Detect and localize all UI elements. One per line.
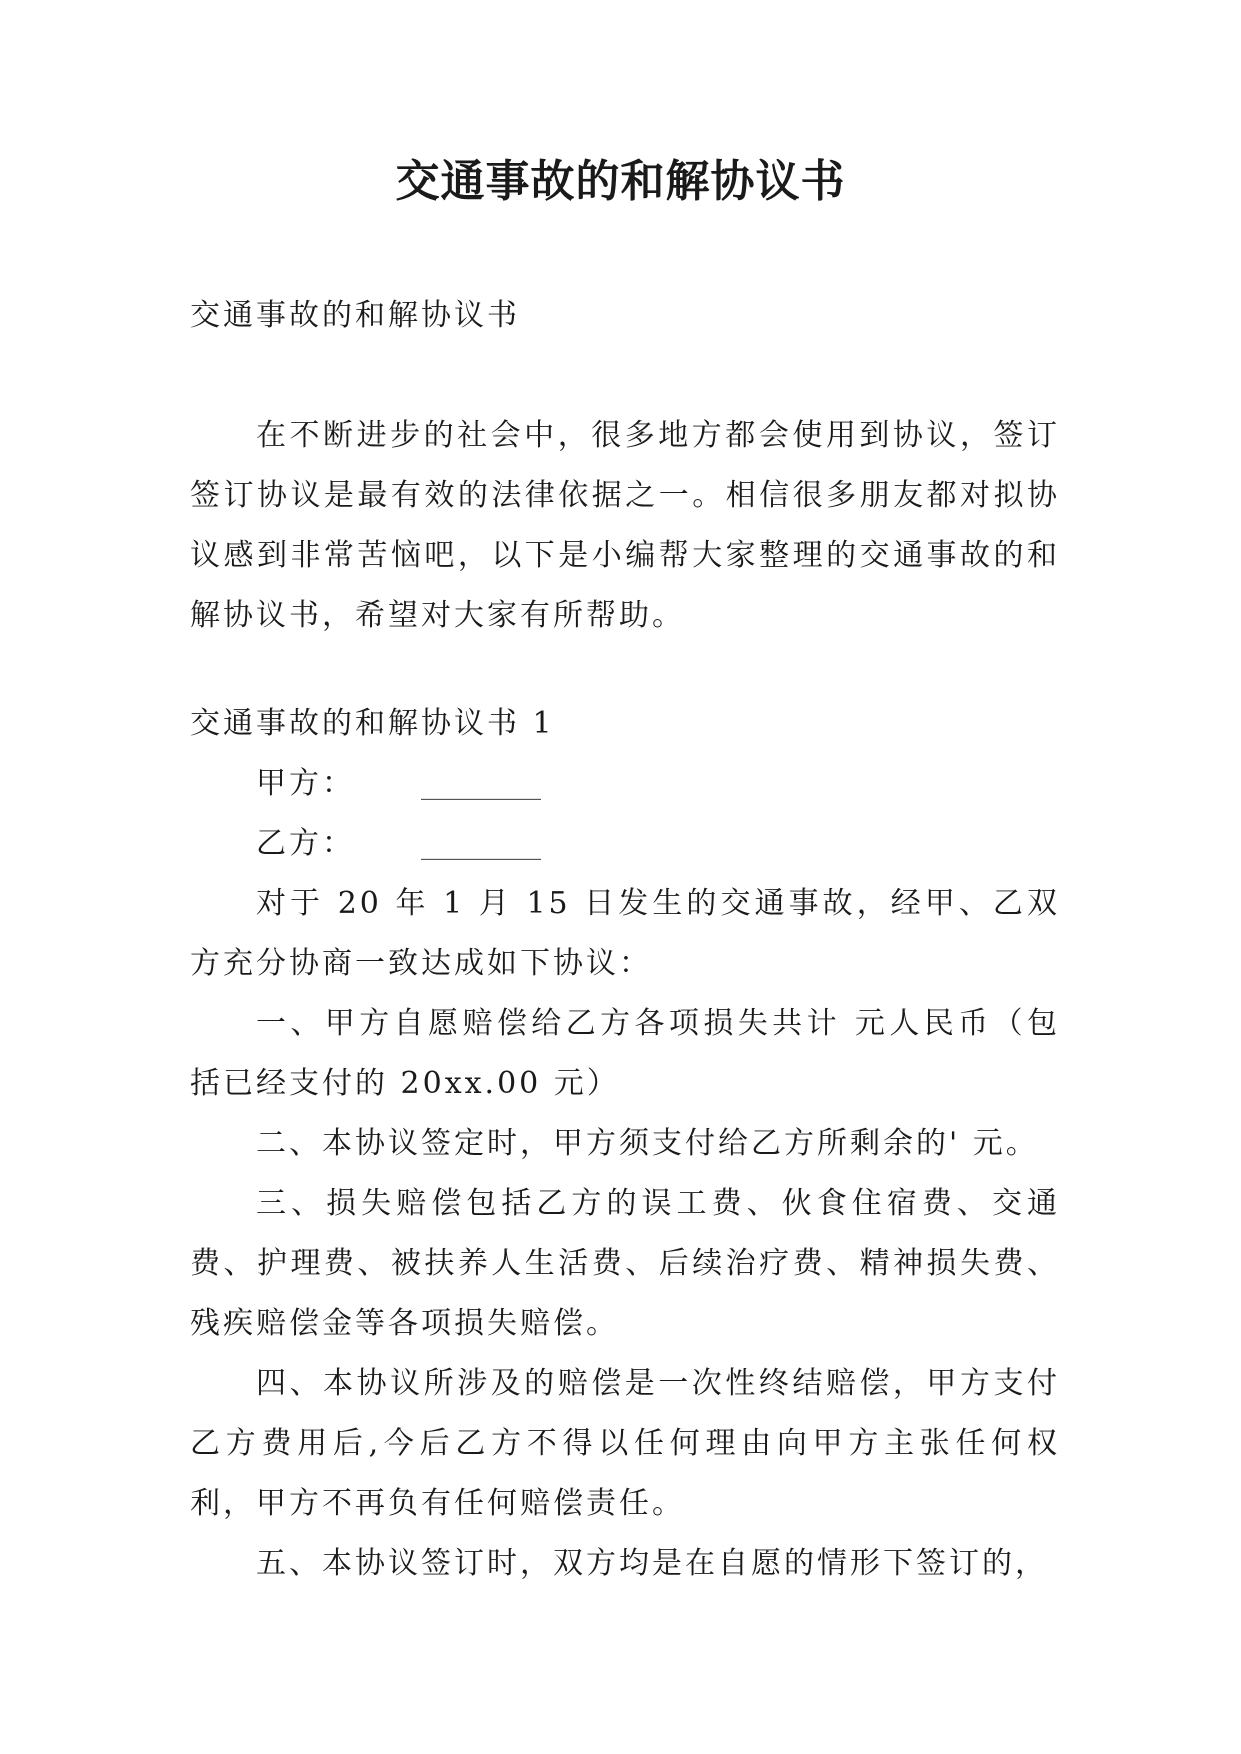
agreement-body bbox=[190, 754, 1060, 1594]
section-heading: 交通事故的和解协议书 1 bbox=[190, 706, 555, 741]
document-title: 交通事故的和解协议书 bbox=[395, 156, 846, 207]
party-a-blank: ________ bbox=[421, 766, 541, 801]
agreement-paragraph: 对于 20 年 1 月 15 日发生的交通事故，经甲、乙双方充分协商一致达成如下协议： bbox=[190, 886, 1060, 981]
party-a-label: 甲方： bbox=[256, 766, 355, 801]
agreement-paragraph: 五、本协议签订时，双方均是在自愿的情形下签订的， bbox=[256, 1546, 1048, 1581]
agreement-paragraph: 三、损失赔偿包括乙方的误工费、伙食住宿费、交通费、护理费、被扶养人生活费、后续治疗费、精神损失费、残疾赔偿金等各项损失赔偿。 bbox=[190, 1186, 1060, 1341]
party-b-label: 乙方： bbox=[256, 826, 355, 861]
agreement-paragraph: 二、本协议签定时，甲方须支付给乙方所剩余的' 元。 bbox=[256, 1126, 1039, 1161]
document-subtitle: 交通事故的和解协议书 bbox=[190, 298, 520, 333]
party-b-blank: ________ bbox=[421, 826, 541, 861]
party-b-line bbox=[190, 814, 1060, 874]
agreement-paragraph: 四、本协议所涉及的赔偿是一次性终结赔偿，甲方支付乙方费用后,今后乙方不得以任何理由向甲方主张任何权利，甲方不再负有任何赔偿责任。 bbox=[190, 1366, 1060, 1521]
party-a-line bbox=[190, 754, 1060, 814]
intro-paragraph: 在不断进步的社会中，很多地方都会使用到协议，签订签订协议是最有效的法律依据之一。相信很多朋友都对拟协议感到非常苦恼吧，以下是小编帮大家整理的交通事故的和解协议书，希望对大家有所帮助。 bbox=[190, 418, 1060, 633]
agreement-paragraph: 一、甲方自愿赔偿给乙方各项损失共计 元人民币（包括已经支付的 20xx.00 元） bbox=[190, 1006, 1060, 1101]
